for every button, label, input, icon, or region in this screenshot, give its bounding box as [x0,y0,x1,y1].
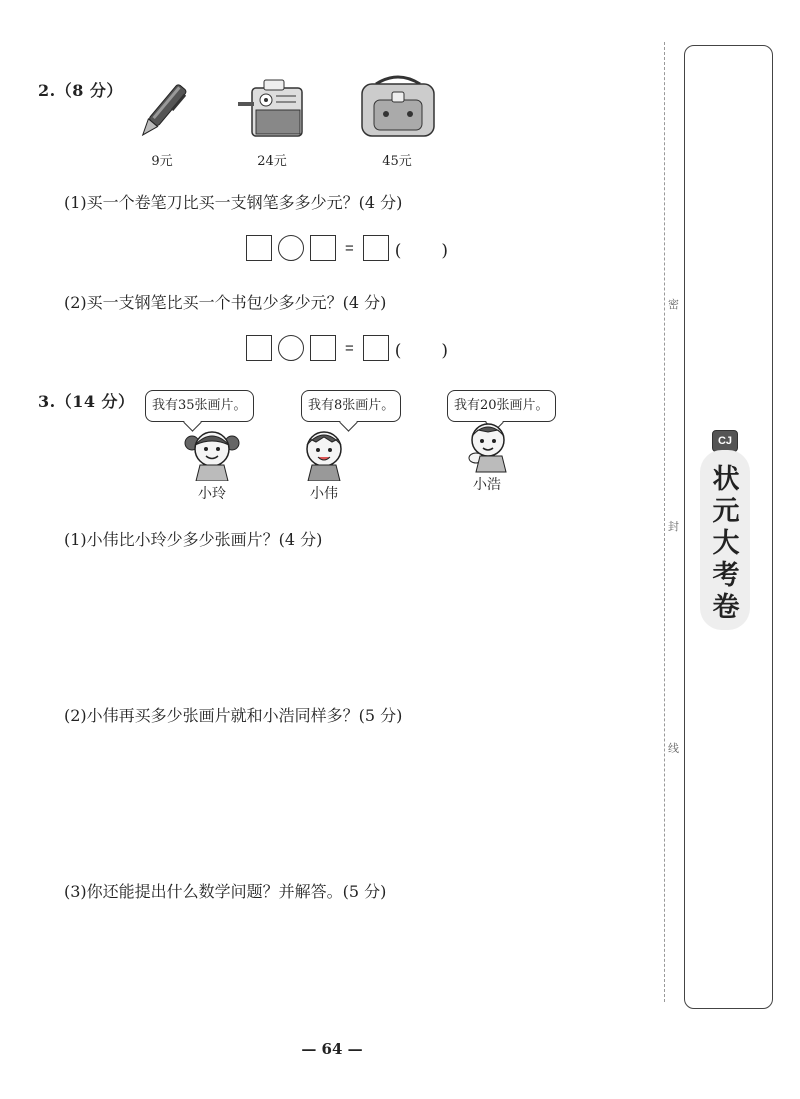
q2-equation-2 [246,335,450,361]
q2-sub1: (1)买一个卷笔刀比买一支钢笔多多少元？(4 分) [64,193,403,212]
binding-mark-feng: 封 [668,520,679,533]
name-xiaowei: 小伟 [310,486,338,502]
binding-dashed-line [664,42,665,1002]
q3-answer-area-3[interactable] [64,907,644,1017]
speech-bubble-xiaowei: 我有8张画片。 [301,390,401,422]
q3-sub1: (1)小伟比小玲少多少张画片？(4 分) [64,530,323,549]
girl-xiaoling-illustration [184,425,240,485]
q2-equation-1 [246,235,450,261]
boy-xiaohao-illustration [462,418,514,478]
pen-illustration [132,78,192,150]
equals-sign: = [345,239,354,257]
brand-logo-text: 状元大考卷 [712,464,740,623]
q3-header: 3.（14 分） [38,392,135,411]
schoolbag-price: 45元 [382,154,412,169]
answer-box[interactable] [246,235,272,261]
equals-sign: = [345,339,354,357]
q3-sub3: (3)你还能提出什么数学问题？并解答。(5 分) [64,882,387,901]
q2-header: 2.（8 分） [38,81,123,100]
answer-box[interactable] [310,235,336,261]
answer-box[interactable] [363,335,389,361]
q2-sub2: (2)买一支钢笔比买一个书包少多少元？(4 分) [64,293,387,312]
binding-mark-mi: 密 [668,298,679,311]
boy-xiaowei-illustration [298,425,350,485]
schoolbag-illustration [356,74,440,144]
brand-badge-icon: CJ [712,430,738,452]
q3-answer-area-1[interactable] [64,555,644,695]
unit-paren[interactable]: ( ) [394,240,451,261]
sharpener-price: 24元 [257,154,287,169]
pen-price: 9元 [151,154,173,169]
q3-sub2: (2)小伟再买多少张画片就和小浩同样多？(5 分) [64,706,403,725]
sharpener-illustration [236,76,310,146]
page-number: — 64 — [301,1040,363,1058]
speech-bubble-xiaohao: 我有20张画片。 [447,390,556,422]
answer-box[interactable] [246,335,272,361]
unit-paren[interactable]: ( ) [394,340,451,361]
operator-circle[interactable] [278,235,304,261]
operator-circle[interactable] [278,335,304,361]
name-xiaohao: 小浩 [473,477,501,493]
name-xiaoling: 小玲 [198,486,226,502]
answer-box[interactable] [363,235,389,261]
answer-box[interactable] [310,335,336,361]
binding-mark-xian: 线 [668,742,679,755]
speech-bubble-xiaoling: 我有35张画片。 [145,390,254,422]
q3-answer-area-2[interactable] [64,731,644,871]
